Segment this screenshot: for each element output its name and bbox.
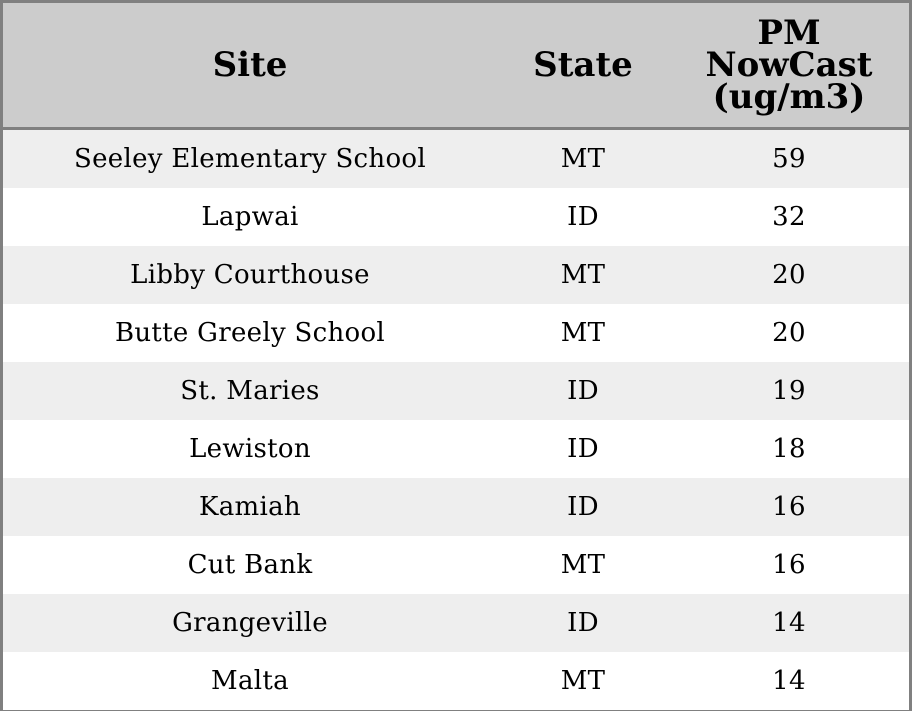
cell-state: MT (497, 246, 669, 304)
cell-pm-value: 19 (669, 362, 909, 420)
cell-pm-value: 20 (669, 246, 909, 304)
cell-pm-value: 18 (669, 420, 909, 478)
table-row (3, 362, 909, 420)
table-row (3, 478, 909, 536)
cell-state: ID (497, 362, 669, 420)
cell-site: Cut Bank (3, 536, 497, 594)
cell-pm-value: 16 (669, 536, 909, 594)
cell-site: Butte Greely School (3, 304, 497, 362)
cell-state: MT (497, 129, 669, 189)
column-header-pm-nowcast (669, 3, 909, 129)
column-header-state: State (497, 3, 669, 129)
cell-pm-value: 14 (669, 652, 909, 710)
cell-pm-value: 20 (669, 304, 909, 362)
cell-pm-value: 59 (669, 129, 909, 189)
cell-state: MT (497, 304, 669, 362)
pm-nowcast-table (3, 3, 909, 710)
column-header-site: Site (3, 3, 497, 129)
cell-state: ID (497, 188, 669, 246)
cell-site: Lewiston (3, 420, 497, 478)
table-body (3, 129, 909, 711)
header-row (3, 3, 909, 129)
cell-site: Malta (3, 652, 497, 710)
cell-site: Seeley Elementary School (3, 129, 497, 189)
table-row (3, 536, 909, 594)
table-row (3, 129, 909, 189)
table-header (3, 3, 909, 129)
cell-site: Kamiah (3, 478, 497, 536)
column-header-pm-line-1: PM (757, 13, 821, 53)
column-header-pm-line-2: NowCast (705, 45, 873, 85)
cell-site: Grangeville (3, 594, 497, 652)
cell-site: Libby Courthouse (3, 246, 497, 304)
cell-state: ID (497, 478, 669, 536)
cell-state: MT (497, 652, 669, 710)
cell-state: ID (497, 594, 669, 652)
cell-pm-value: 14 (669, 594, 909, 652)
column-header-pm-line-3: (ug/m3) (712, 77, 866, 117)
cell-site: Lapwai (3, 188, 497, 246)
cell-pm-value: 32 (669, 188, 909, 246)
table-row (3, 304, 909, 362)
table-row (3, 246, 909, 304)
cell-site: St. Maries (3, 362, 497, 420)
table-row (3, 188, 909, 246)
table-row (3, 420, 909, 478)
cell-pm-value: 16 (669, 478, 909, 536)
cell-state: ID (497, 420, 669, 478)
cell-state: MT (497, 536, 669, 594)
table-row (3, 652, 909, 710)
table-row (3, 594, 909, 652)
